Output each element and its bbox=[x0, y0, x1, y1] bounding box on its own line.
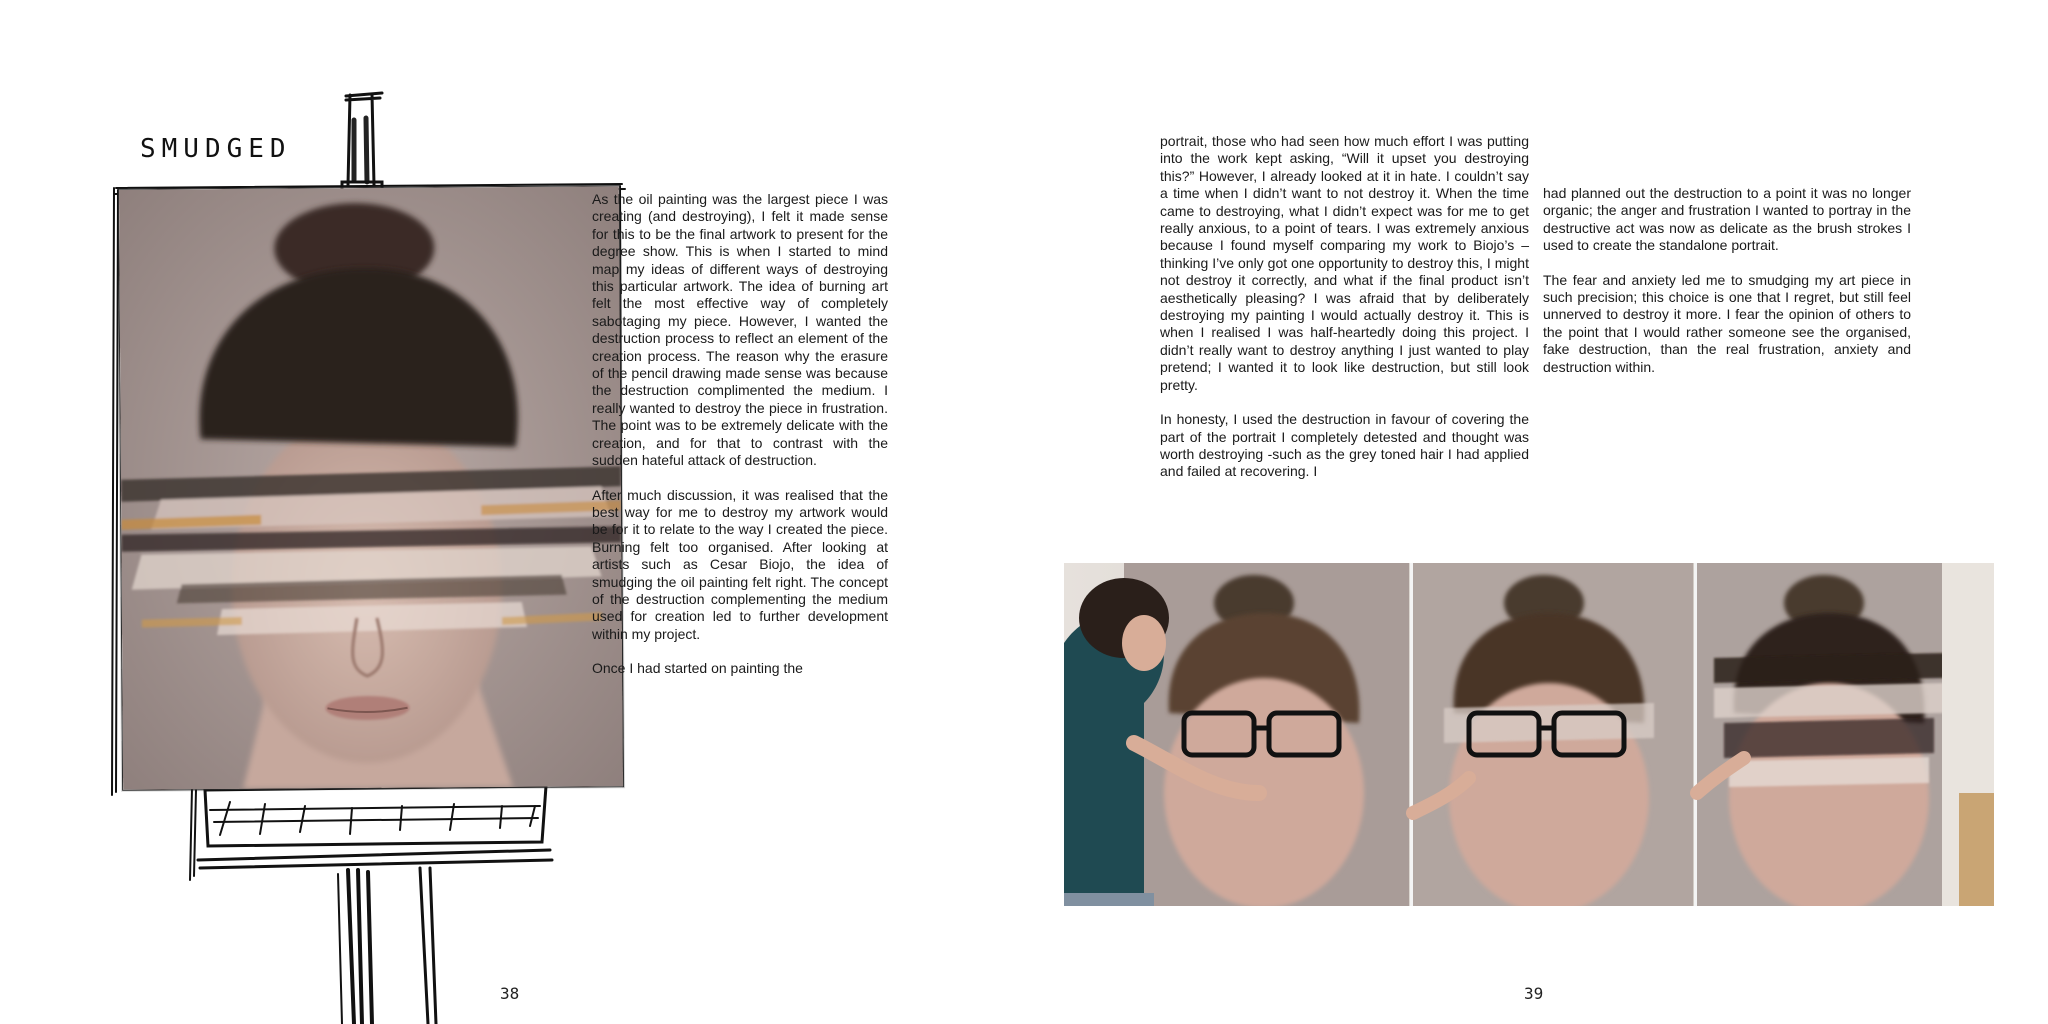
smudged-portrait-painting bbox=[118, 185, 624, 790]
process-photo-strip bbox=[1064, 563, 1994, 906]
photo-frame-2 bbox=[1413, 563, 1693, 906]
paragraph: After much discussion, it was realised that the best way for me to destroy my artwork would be for it to relate to the way I created the piece. Burning felt too organised. After looking at artists such as Cesar Biojo, the idea of smudging the oil painting felt right. The concept of the destruction complementing the medium used for creation led to further development within my project. bbox=[592, 486, 888, 642]
photo-frame-1 bbox=[1064, 563, 1409, 906]
page-number: 39 bbox=[1524, 984, 1544, 1003]
paragraph: In honesty, I used the destruction in favour of covering the part of the portrait I completely detested and thought was worth destroying -such as the grey toned hair I had applied and failed at recovering. I bbox=[1160, 411, 1529, 480]
page-number: 38 bbox=[500, 984, 520, 1003]
photo-frame-3 bbox=[1697, 563, 1994, 906]
body-text-left bbox=[592, 191, 888, 695]
page-title: SMUDGED bbox=[140, 134, 292, 164]
body-text-column-2 bbox=[1543, 185, 1911, 393]
body-text-column-1 bbox=[1160, 133, 1529, 498]
paragraph: Once I had started on painting the bbox=[592, 660, 803, 677]
paragraph: As the oil painting was the largest piece I was creating (and destroying), I felt it made sense for this to be the final artwork to present for the degree show. This is when I started to mind map my ideas of different ways of destroying this particular artwork. The idea of burning art felt the most effective way of completely sabotaging my piece. However, I wanted the destruction process to reflect an element of the creation process. The reason why the erasure of the pencil drawing made sense was because the destruction complimented the medium. I really wanted to destroy the piece in frustration. The point was to be extremely delicate with the creation, and for that to contrast with the sudden hateful attack of destruction. bbox=[592, 191, 888, 469]
paragraph: portrait, those who had seen how much effort I was putting into the work kept asking, “Will it upset you destroying this?” However, I already looked at it in hate. I couldn’t say a time when I didn’t want to not destroy it. When the time came to destroying, what I didn’t expect was for me to get really anxious, to a point of tears. I was extremely anxious because I found myself comparing my work to Biojo’s –thinking I’ve only got one opportunity to destroy this, I might not destroy it correctly, and what if the final product isn’t aesthetically pleasing? I was afraid that by deliberately destroying my painting I would actually destroy it. This is when I realised I was half-heartedly doing this project. I didn’t really want to destroy anything I just wanted to play pretend; I wanted it to look like destruction, but still look pretty. bbox=[1160, 133, 1529, 393]
paragraph: The fear and anxiety led me to smudging my art piece in such precision; this choice is one that I regret, but still feel unnerved to destroy it more. I fear the opinion of others to the point that I would rather someone see the organised, fake destruction, than the real frustration, anxiety and destruction within. bbox=[1543, 271, 1911, 375]
paragraph: had planned out the destruction to a point it was no longer organic; the anger and frustration I wanted to portray in the destructive act was now as delicate as the brush strokes I used to create the standalone portrait. bbox=[1543, 185, 1911, 254]
